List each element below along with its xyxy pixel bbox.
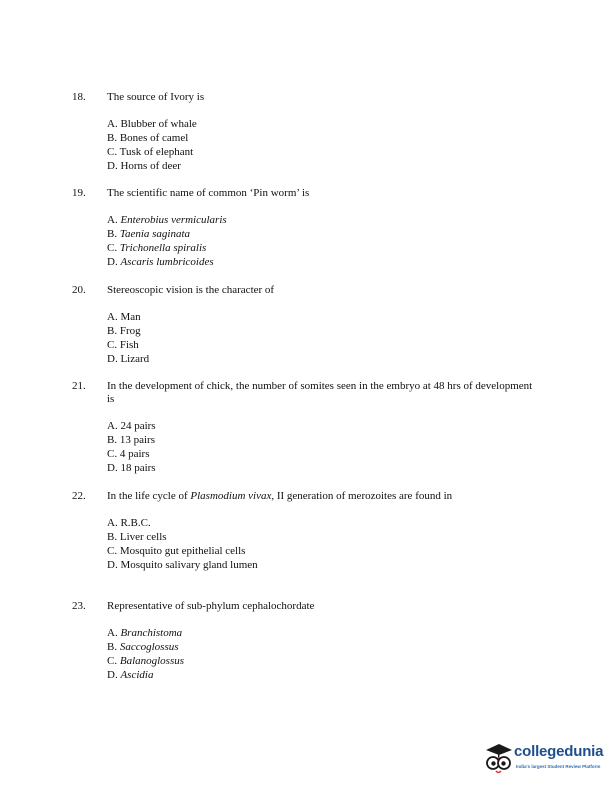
option-letter: B. xyxy=(107,434,118,446)
option-text: Lizard xyxy=(120,353,150,365)
option-text: Man xyxy=(120,311,141,323)
option-text: Ascidia xyxy=(120,669,154,681)
question-stem-text: In the development of chick, the number of somites seen in the embryo at 48 hrs of development is xyxy=(107,380,533,405)
option-letter: A. xyxy=(107,420,118,432)
question-stem xyxy=(107,91,542,104)
question-number: 18. xyxy=(72,91,86,103)
option-letter: B. xyxy=(107,228,118,240)
option-text: 18 pairs xyxy=(120,462,156,474)
option-letter: B. xyxy=(107,132,118,144)
question-stem xyxy=(107,600,542,613)
option-item xyxy=(107,419,542,433)
question-block xyxy=(72,490,542,572)
question-block xyxy=(72,91,542,173)
option-letter: A. xyxy=(107,311,118,323)
option-text: Mosquito gut epithelial cells xyxy=(119,545,246,557)
question-number: 23. xyxy=(72,600,86,612)
option-item xyxy=(107,338,542,352)
option-letter: A. xyxy=(107,627,118,639)
logo-name: collegedunia xyxy=(514,743,604,760)
option-item xyxy=(107,516,542,530)
option-text: Branchistoma xyxy=(120,627,183,639)
collegedunia-logo xyxy=(483,737,603,781)
option-item xyxy=(107,310,542,324)
option-item xyxy=(107,461,542,475)
option-letter: B. xyxy=(107,641,118,653)
option-text: Saccoglossus xyxy=(119,641,179,653)
question-stem-text: Plasmodium vivax, xyxy=(190,490,275,502)
option-item xyxy=(107,131,542,145)
option-item xyxy=(107,227,542,241)
question-stem xyxy=(107,380,542,406)
question-number: 20. xyxy=(72,284,86,296)
option-item xyxy=(107,654,542,668)
question-block xyxy=(72,600,542,682)
option-item xyxy=(107,640,542,654)
option-item xyxy=(107,530,542,544)
option-text: Horns of deer xyxy=(120,160,181,172)
option-list xyxy=(107,310,542,366)
question-stem-text: Representative of sub-phylum cephalochordate xyxy=(107,600,315,612)
option-item xyxy=(107,433,542,447)
option-text: Enterobius vermicularis xyxy=(120,214,227,226)
option-text: Liver cells xyxy=(119,531,167,543)
option-item xyxy=(107,668,542,682)
option-text: 4 pairs xyxy=(119,448,150,460)
graduate-owl-icon xyxy=(483,741,513,775)
option-text: Bones of camel xyxy=(119,132,189,144)
option-list xyxy=(107,626,542,682)
option-text: Blubber of whale xyxy=(120,118,197,130)
option-list xyxy=(107,117,542,173)
option-letter: B. xyxy=(107,325,118,337)
option-text: R.B.C. xyxy=(120,517,151,529)
option-letter: C. xyxy=(107,146,118,158)
option-letter: D. xyxy=(107,160,118,172)
option-item xyxy=(107,558,542,572)
question-block xyxy=(72,187,542,269)
option-item xyxy=(107,447,542,461)
option-letter: C. xyxy=(107,545,118,557)
option-list xyxy=(107,516,542,572)
option-text: Frog xyxy=(119,325,141,337)
option-item xyxy=(107,117,542,131)
question-stem xyxy=(107,490,542,503)
option-text: 13 pairs xyxy=(119,434,155,446)
option-text: Taenia saginata xyxy=(119,228,191,240)
option-letter: D. xyxy=(107,353,118,365)
option-list xyxy=(107,213,542,269)
option-text: Fish xyxy=(119,339,139,351)
option-item xyxy=(107,145,542,159)
question-block xyxy=(72,284,542,366)
option-item xyxy=(107,626,542,640)
option-text: Trichonella spiralis xyxy=(119,242,207,254)
question-stem-text: In the life cycle of xyxy=(107,490,191,502)
question-stem xyxy=(107,187,542,200)
question-stem-text: The source of Ivory is xyxy=(107,91,205,103)
option-letter: C. xyxy=(107,242,118,254)
question-stem-text: The scientific name of common ‘Pin worm’ is xyxy=(107,187,310,199)
question-number: 21. xyxy=(72,380,86,392)
option-item xyxy=(107,255,542,269)
option-letter: D. xyxy=(107,462,118,474)
option-letter: C. xyxy=(107,339,118,351)
option-text: Balanoglossus xyxy=(119,655,185,667)
logo-tagline: India's largest Student Review Platform xyxy=(516,764,601,769)
question-stem-text: II generation of merozoites are found in xyxy=(274,490,453,502)
question-stem-text: Stereoscopic vision is the character of xyxy=(107,284,275,296)
option-item xyxy=(107,241,542,255)
option-list xyxy=(107,419,542,475)
option-text: Tusk of elephant xyxy=(119,146,194,158)
option-letter: A. xyxy=(107,214,118,226)
option-letter: B. xyxy=(107,531,118,543)
option-letter: D. xyxy=(107,559,118,571)
option-letter: A. xyxy=(107,517,118,529)
option-item xyxy=(107,324,542,338)
question-stem xyxy=(107,284,542,297)
option-item xyxy=(107,352,542,366)
option-letter: D. xyxy=(107,669,118,681)
option-letter: A. xyxy=(107,118,118,130)
option-text: Ascaris lumbricoides xyxy=(120,256,214,268)
question-number: 19. xyxy=(72,187,86,199)
option-letter: D. xyxy=(107,256,118,268)
option-text: Mosquito salivary gland lumen xyxy=(120,559,258,571)
option-item xyxy=(107,544,542,558)
option-letter: C. xyxy=(107,655,118,667)
question-block xyxy=(72,380,542,475)
question-number: 22. xyxy=(72,490,86,502)
option-letter: C. xyxy=(107,448,118,460)
option-item xyxy=(107,159,542,173)
option-item xyxy=(107,213,542,227)
option-text: 24 pairs xyxy=(120,420,156,432)
